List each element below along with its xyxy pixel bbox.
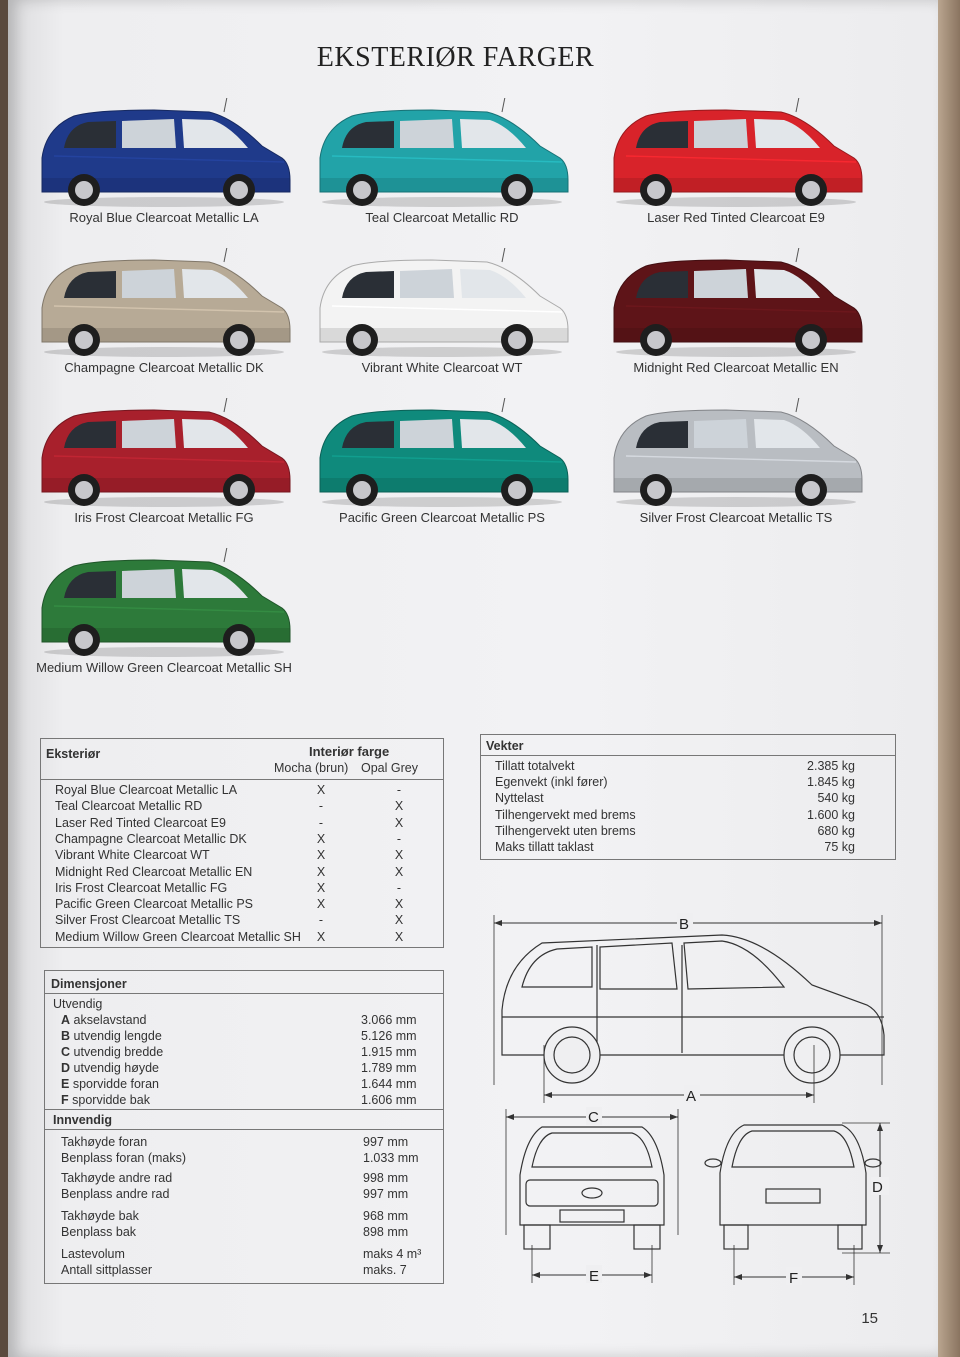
- dimension-row: [61, 1013, 146, 1027]
- dimension-label: akselavstand: [73, 1013, 147, 1027]
- dimension-letter: D: [61, 1061, 71, 1075]
- inner-dimension-value: 998 mm: [363, 1171, 409, 1185]
- col-header-opal: Opal Grey: [361, 761, 418, 775]
- outer-label: Utvendig: [53, 997, 103, 1011]
- inner-dimension-label: Benplass andre rad: [61, 1187, 170, 1201]
- rear-view-outline: [705, 1125, 881, 1249]
- weight-value: 1.845 kg: [807, 775, 855, 790]
- mocha-mark: X: [316, 897, 326, 912]
- color-swatch: [606, 248, 886, 398]
- opal-mark: -: [396, 880, 402, 895]
- color-name: Laser Red Tinted Clearcoat E9: [647, 210, 825, 225]
- inner-dimension-label: Benplass bak: [61, 1225, 137, 1239]
- minivan-image: [606, 248, 866, 358]
- weight-label: Tilhengervekt med brems: [495, 807, 636, 822]
- dimension-value: 1.915 mm: [361, 1045, 417, 1059]
- color-swatch: [312, 248, 592, 398]
- inner-dimension-value: maks 4 m³: [363, 1247, 422, 1261]
- inner-dimension-value: 997 mm: [363, 1187, 409, 1201]
- table-header-interior: Interiør farge: [309, 744, 390, 759]
- dimension-row: [61, 1061, 159, 1075]
- dimensions-header: Dimensjoner: [51, 977, 127, 991]
- label-d: D: [872, 1179, 883, 1196]
- color-name: Champagne Clearcoat Metallic DK: [64, 360, 264, 375]
- color-name: Iris Frost Clearcoat Metallic FG: [74, 510, 254, 525]
- opal-mark: X: [394, 864, 404, 879]
- opal-mark: X: [394, 897, 404, 912]
- dimension-value: 1.606 mm: [361, 1093, 417, 1107]
- dimension-letter: C: [61, 1045, 71, 1059]
- minivan-image: [312, 398, 572, 508]
- table-row: Pacific Green Clearcoat Metallic PS: [55, 897, 253, 912]
- weight-value: 680 kg: [817, 823, 855, 838]
- mocha-mark: X: [316, 831, 326, 846]
- weight-value: 1.600 kg: [807, 807, 855, 822]
- dimension-value: 5.126 mm: [361, 1029, 417, 1043]
- dimensions-table: [44, 970, 444, 1284]
- table-row: Midnight Red Clearcoat Metallic EN: [55, 864, 253, 879]
- color-name: Silver Frost Clearcoat Metallic TS: [639, 510, 833, 525]
- minivan-image: [34, 548, 294, 658]
- opal-mark: X: [394, 913, 404, 928]
- minivan-image: [606, 398, 866, 508]
- table-row: Silver Frost Clearcoat Metallic TS: [55, 913, 241, 928]
- inner-dimension-label: Takhøyde bak: [61, 1209, 139, 1223]
- dimension-value: 3.066 mm: [361, 1013, 417, 1027]
- inner-dimension-label: Takhøyde andre rad: [61, 1171, 173, 1185]
- table-row: Vibrant White Clearcoat WT: [55, 848, 210, 863]
- table-row: Laser Red Tinted Clearcoat E9: [55, 815, 226, 830]
- inner-dimension-label: Antall sittplasser: [61, 1263, 153, 1277]
- color-swatch: [312, 398, 592, 548]
- dimension-letter: A: [61, 1013, 71, 1027]
- table-row: Iris Frost Clearcoat Metallic FG: [55, 880, 228, 895]
- inner-dimension-value: 997 mm: [363, 1135, 409, 1149]
- inner-dimension-label: Benplass foran (maks): [61, 1151, 187, 1165]
- inner-dimension-label: Lastevolum: [61, 1247, 125, 1261]
- mocha-mark: -: [318, 913, 324, 928]
- weight-value: 2.385 kg: [807, 759, 855, 773]
- table-header-exterior: Eksteriør: [46, 747, 101, 761]
- page-title: EKSTERIØR FARGER: [316, 42, 595, 73]
- inner-dimension-value: 898 mm: [363, 1225, 409, 1239]
- dimension-label: utvendig høyde: [73, 1061, 159, 1075]
- mocha-mark: X: [316, 864, 326, 879]
- dimension-value: 1.789 mm: [361, 1061, 417, 1075]
- front-view-outline: [520, 1127, 664, 1249]
- label-a: A: [686, 1088, 697, 1105]
- color-name: Teal Clearcoat Metallic RD: [365, 210, 519, 225]
- opal-mark: X: [394, 929, 404, 944]
- inner-dimension-value: 968 mm: [363, 1209, 409, 1223]
- dimension-letter: F: [61, 1093, 69, 1107]
- dimension-label: utvendig bredde: [73, 1045, 164, 1059]
- color-name: Midnight Red Clearcoat Metallic EN: [633, 360, 839, 375]
- inner-dimension-label: Takhøyde foran: [61, 1135, 148, 1149]
- mocha-mark: X: [316, 848, 326, 863]
- inner-dimension-value: maks. 7: [363, 1263, 407, 1277]
- minivan-image: [312, 248, 572, 358]
- color-swatch: [34, 98, 314, 248]
- color-swatch: [606, 98, 886, 248]
- mocha-mark: X: [316, 880, 326, 895]
- mocha-mark: -: [318, 815, 324, 830]
- weight-label: Tillatt totalvekt: [495, 759, 575, 773]
- dimension-letter: E: [61, 1077, 70, 1091]
- weight-label: Nyttelast: [495, 791, 544, 806]
- opal-mark: X: [394, 848, 404, 863]
- minivan-image: [34, 248, 294, 358]
- brochure-page: [8, 0, 938, 1357]
- color-name: Royal Blue Clearcoat Metallic LA: [69, 210, 259, 225]
- opal-mark: X: [394, 799, 404, 814]
- minivan-image: [606, 98, 866, 208]
- mocha-mark: X: [316, 783, 326, 797]
- weights-table: [480, 734, 896, 860]
- label-c: C: [588, 1109, 599, 1126]
- side-view-outline: [502, 935, 884, 1083]
- dimension-row: [61, 1045, 163, 1059]
- dimension-label: sporvidde bak: [72, 1093, 150, 1107]
- color-swatch: [34, 398, 314, 548]
- table-row: Teal Clearcoat Metallic RD: [55, 799, 203, 814]
- label-f: F: [789, 1270, 799, 1287]
- table-row: Champagne Clearcoat Metallic DK: [55, 831, 247, 846]
- weight-label: Maks tillatt taklast: [495, 840, 594, 854]
- weight-label: Tilhengervekt uten brems: [495, 823, 636, 838]
- color-name: Medium Willow Green Clearcoat Metallic SH: [36, 660, 292, 675]
- mocha-mark: -: [318, 799, 324, 814]
- color-swatch: [34, 548, 314, 698]
- page-edge: [938, 0, 960, 1357]
- weight-label: Egenvekt (inkl fører): [495, 775, 608, 790]
- page-number: 15: [861, 1310, 878, 1327]
- minivan-image: [34, 398, 294, 508]
- label-e: E: [589, 1268, 600, 1285]
- color-swatch: [34, 248, 314, 398]
- minivan-image: [312, 98, 572, 208]
- dimension-row: [61, 1093, 150, 1107]
- minivan-image: [34, 98, 294, 208]
- weight-value: 540 kg: [817, 791, 855, 806]
- color-name: Pacific Green Clearcoat Metallic PS: [339, 510, 545, 525]
- table-row: Royal Blue Clearcoat Metallic LA: [55, 783, 238, 797]
- dimension-diagram: [482, 905, 902, 1295]
- opal-mark: -: [396, 783, 402, 797]
- weights-header: Vekter: [486, 739, 524, 753]
- dimension-letter: B: [61, 1029, 71, 1043]
- dimension-label: sporvidde foran: [72, 1077, 159, 1091]
- label-b: B: [679, 916, 690, 933]
- dimension-label: utvendig lengde: [73, 1029, 162, 1043]
- color-name: Vibrant White Clearcoat WT: [361, 360, 523, 375]
- dimension-row: [61, 1077, 159, 1091]
- inner-dimension-value: 1.033 mm: [363, 1151, 419, 1165]
- opal-mark: -: [396, 831, 402, 846]
- interior-color-table: [40, 738, 444, 948]
- inner-header: Innvendig: [53, 1113, 113, 1127]
- mocha-mark: X: [316, 929, 326, 944]
- color-swatch: [606, 398, 886, 548]
- color-swatch: [312, 98, 592, 248]
- dimension-value: 1.644 mm: [361, 1077, 417, 1091]
- table-row: Medium Willow Green Clearcoat Metallic SH: [55, 929, 301, 944]
- dimension-row: [61, 1029, 162, 1043]
- opal-mark: X: [394, 815, 404, 830]
- weight-value: 75 kg: [824, 840, 855, 854]
- col-header-mocha: Mocha (brun): [274, 761, 349, 775]
